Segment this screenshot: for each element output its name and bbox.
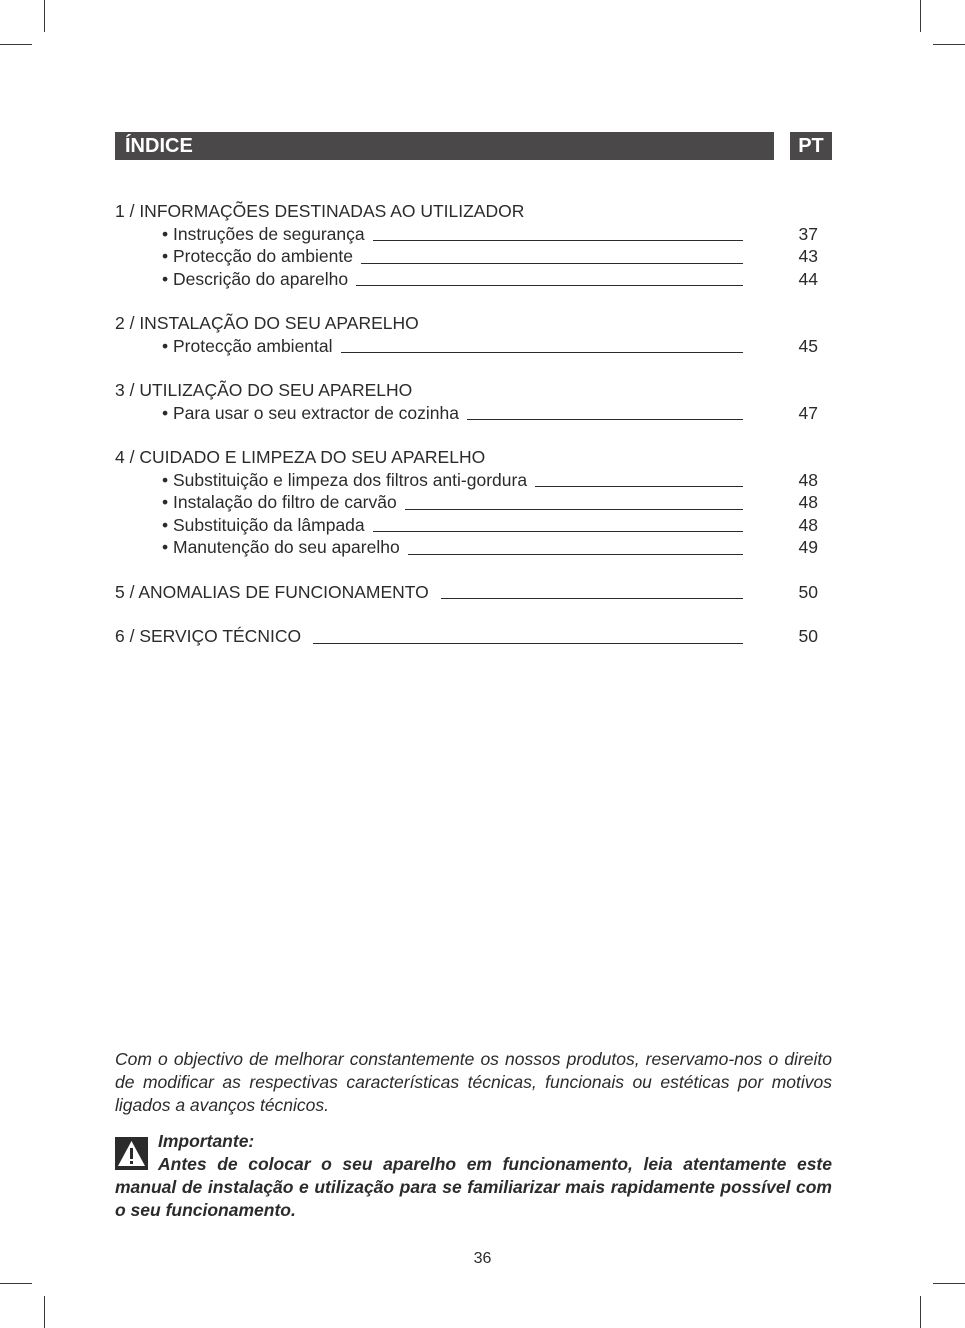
crop-mark — [0, 1283, 32, 1284]
toc-item-label: • Substituição e limpeza dos filtros anti-gordura — [162, 469, 535, 492]
toc-heading — [115, 200, 835, 223]
toc-heading-label: 5 / ANOMALIAS DE FUNCIONAMENTO — [115, 581, 441, 604]
toc-page-number: 49 — [798, 537, 818, 557]
toc-item — [115, 268, 835, 291]
toc-page-number: 48 — [798, 514, 818, 535]
toc-item-label: • Protecção do ambiente — [162, 245, 361, 268]
toc-page-number: 48 — [798, 469, 818, 490]
toc-page-number: 44 — [798, 268, 818, 289]
crop-mark — [920, 1296, 921, 1328]
toc-heading-label: 4 / CUIDADO E LIMPEZA DO SEU APARELHO — [115, 446, 497, 469]
toc-page-number: 45 — [798, 335, 818, 356]
important-text: Antes de colocar o seu aparelho em funcionamento, leia atentamente este manual de instalação e utilização para se familiarizar mais rapidamente possível com o seu funcionamento. — [115, 1154, 832, 1220]
toc-item — [115, 245, 835, 268]
toc-item — [115, 536, 835, 559]
toc-item — [115, 514, 835, 537]
toc-item — [115, 491, 835, 514]
toc-heading — [115, 581, 835, 604]
toc-page-number: 37 — [798, 223, 818, 244]
toc-item-label: • Instruções de segurança — [162, 223, 373, 246]
toc-section — [115, 200, 835, 290]
toc-item-label: • Instalação do filtro de carvão — [162, 491, 405, 514]
crop-mark — [44, 1296, 45, 1328]
toc-page-number: 50 — [798, 581, 818, 602]
toc-item-label: • Substituição da lâmpada — [162, 514, 373, 537]
toc-item-label: • Descrição do aparelho — [162, 268, 356, 291]
disclaimer-note: Com o objectivo de melhorar constantemente os nossos produtos, reservamo-nos o direito de modificar as respectivas características técnicas, funcionais ou estéticas por motivos ligados a avanços técnicos. — [115, 1049, 832, 1115]
warning-icon — [115, 1137, 148, 1170]
toc-heading — [115, 625, 835, 648]
toc-item — [115, 402, 835, 425]
toc-heading — [115, 446, 835, 469]
toc-item — [115, 469, 835, 492]
toc-heading — [115, 312, 835, 335]
toc-section — [115, 312, 835, 357]
crop-mark — [933, 44, 965, 45]
toc-page-number: 50 — [798, 626, 818, 646]
toc-item — [115, 223, 835, 246]
toc-section — [115, 581, 835, 604]
toc-section — [115, 446, 835, 559]
toc-item-label: • Manutenção do seu aparelho — [162, 536, 408, 559]
important-title: Importante: — [158, 1131, 255, 1151]
toc-item-label: • Protecção ambiental — [162, 335, 341, 358]
toc-heading-label: 2 / INSTALAÇÃO DO SEU APARELHO — [115, 312, 431, 335]
toc-heading — [115, 379, 835, 402]
crop-mark — [0, 44, 32, 45]
crop-mark — [920, 0, 921, 32]
crop-mark — [933, 1283, 965, 1284]
toc-section — [115, 379, 835, 424]
table-of-contents — [115, 200, 835, 670]
toc-heading-label: 6 / SERVIÇO TÉCNICO — [115, 625, 313, 648]
toc-item — [115, 335, 835, 358]
page-number: 36 — [473, 1250, 492, 1267]
important-notice — [115, 1130, 832, 1222]
toc-page-number: 48 — [798, 492, 818, 512]
toc-heading-label: 1 / INFORMAÇÕES DESTINADAS AO UTILIZADOR — [115, 200, 536, 223]
toc-heading-label: 3 / UTILIZAÇÃO DO SEU APARELHO — [115, 379, 424, 402]
toc-item-label: • Para usar o seu extractor de cozinha — [162, 402, 467, 425]
language-badge: PT — [790, 132, 832, 160]
crop-mark — [44, 0, 45, 32]
page-title: ÍNDICE — [115, 132, 774, 160]
toc-section — [115, 625, 835, 648]
toc-page-number: 47 — [798, 402, 818, 423]
toc-page-number: 43 — [798, 246, 818, 266]
